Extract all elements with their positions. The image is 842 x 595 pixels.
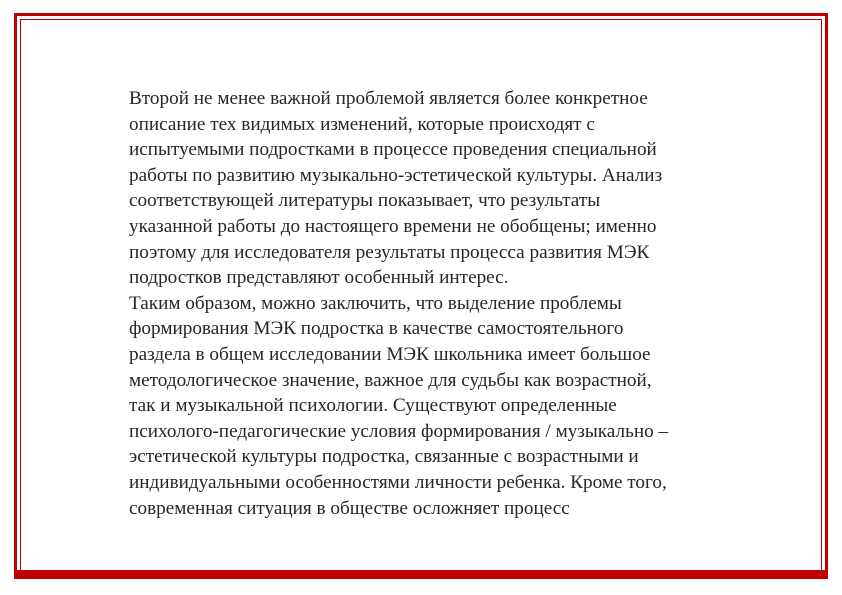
text-line: соответствующей литературы показывает, что результаты (129, 190, 601, 212)
text-line: подростков представляют особенный интерес. (129, 267, 509, 289)
text-line: поэтому для исследователя результаты процесса развития МЭК (129, 241, 650, 263)
text-line: эстетической культуры подростка, связанные с возрастными и (129, 446, 639, 468)
slide-text (129, 86, 769, 521)
text-line: современная ситуация в обществе осложняет процесс (129, 497, 570, 519)
slide-border-bottom (14, 570, 828, 579)
text-line: так и музыкальной психологии. Существуют определенные (129, 395, 617, 417)
text-line: испытуемыми подростками в процессе проведения специальной (129, 139, 657, 161)
text-line: описание тех видимых изменений, которые происходят с (129, 113, 595, 135)
text-line: формирования МЭК подростка в качестве самостоятельного (129, 318, 624, 340)
paragraph-1 (129, 86, 769, 291)
text-line: указанной работы до настоящего времени не обобщены; именно (129, 215, 657, 237)
text-line: Второй не менее важной проблемой является более конкретное (129, 88, 648, 109)
text-line: методологическое значение, важное для судьбы как возрастной, (129, 369, 652, 391)
text-line: Таким образом, можно заключить, что выделение проблемы (129, 292, 622, 314)
text-line: работы по развитию музыкально-эстетической культуры. Анализ (129, 164, 663, 186)
text-line: индивидуальными особенностями личности ребенка. Кроме того, (129, 471, 667, 493)
text-line: психолого-педагогические условия формирования / музыкально – (129, 420, 669, 442)
text-line: раздела в общем исследовании МЭК школьника имеет большое (129, 343, 651, 365)
paragraph-2 (129, 291, 769, 521)
